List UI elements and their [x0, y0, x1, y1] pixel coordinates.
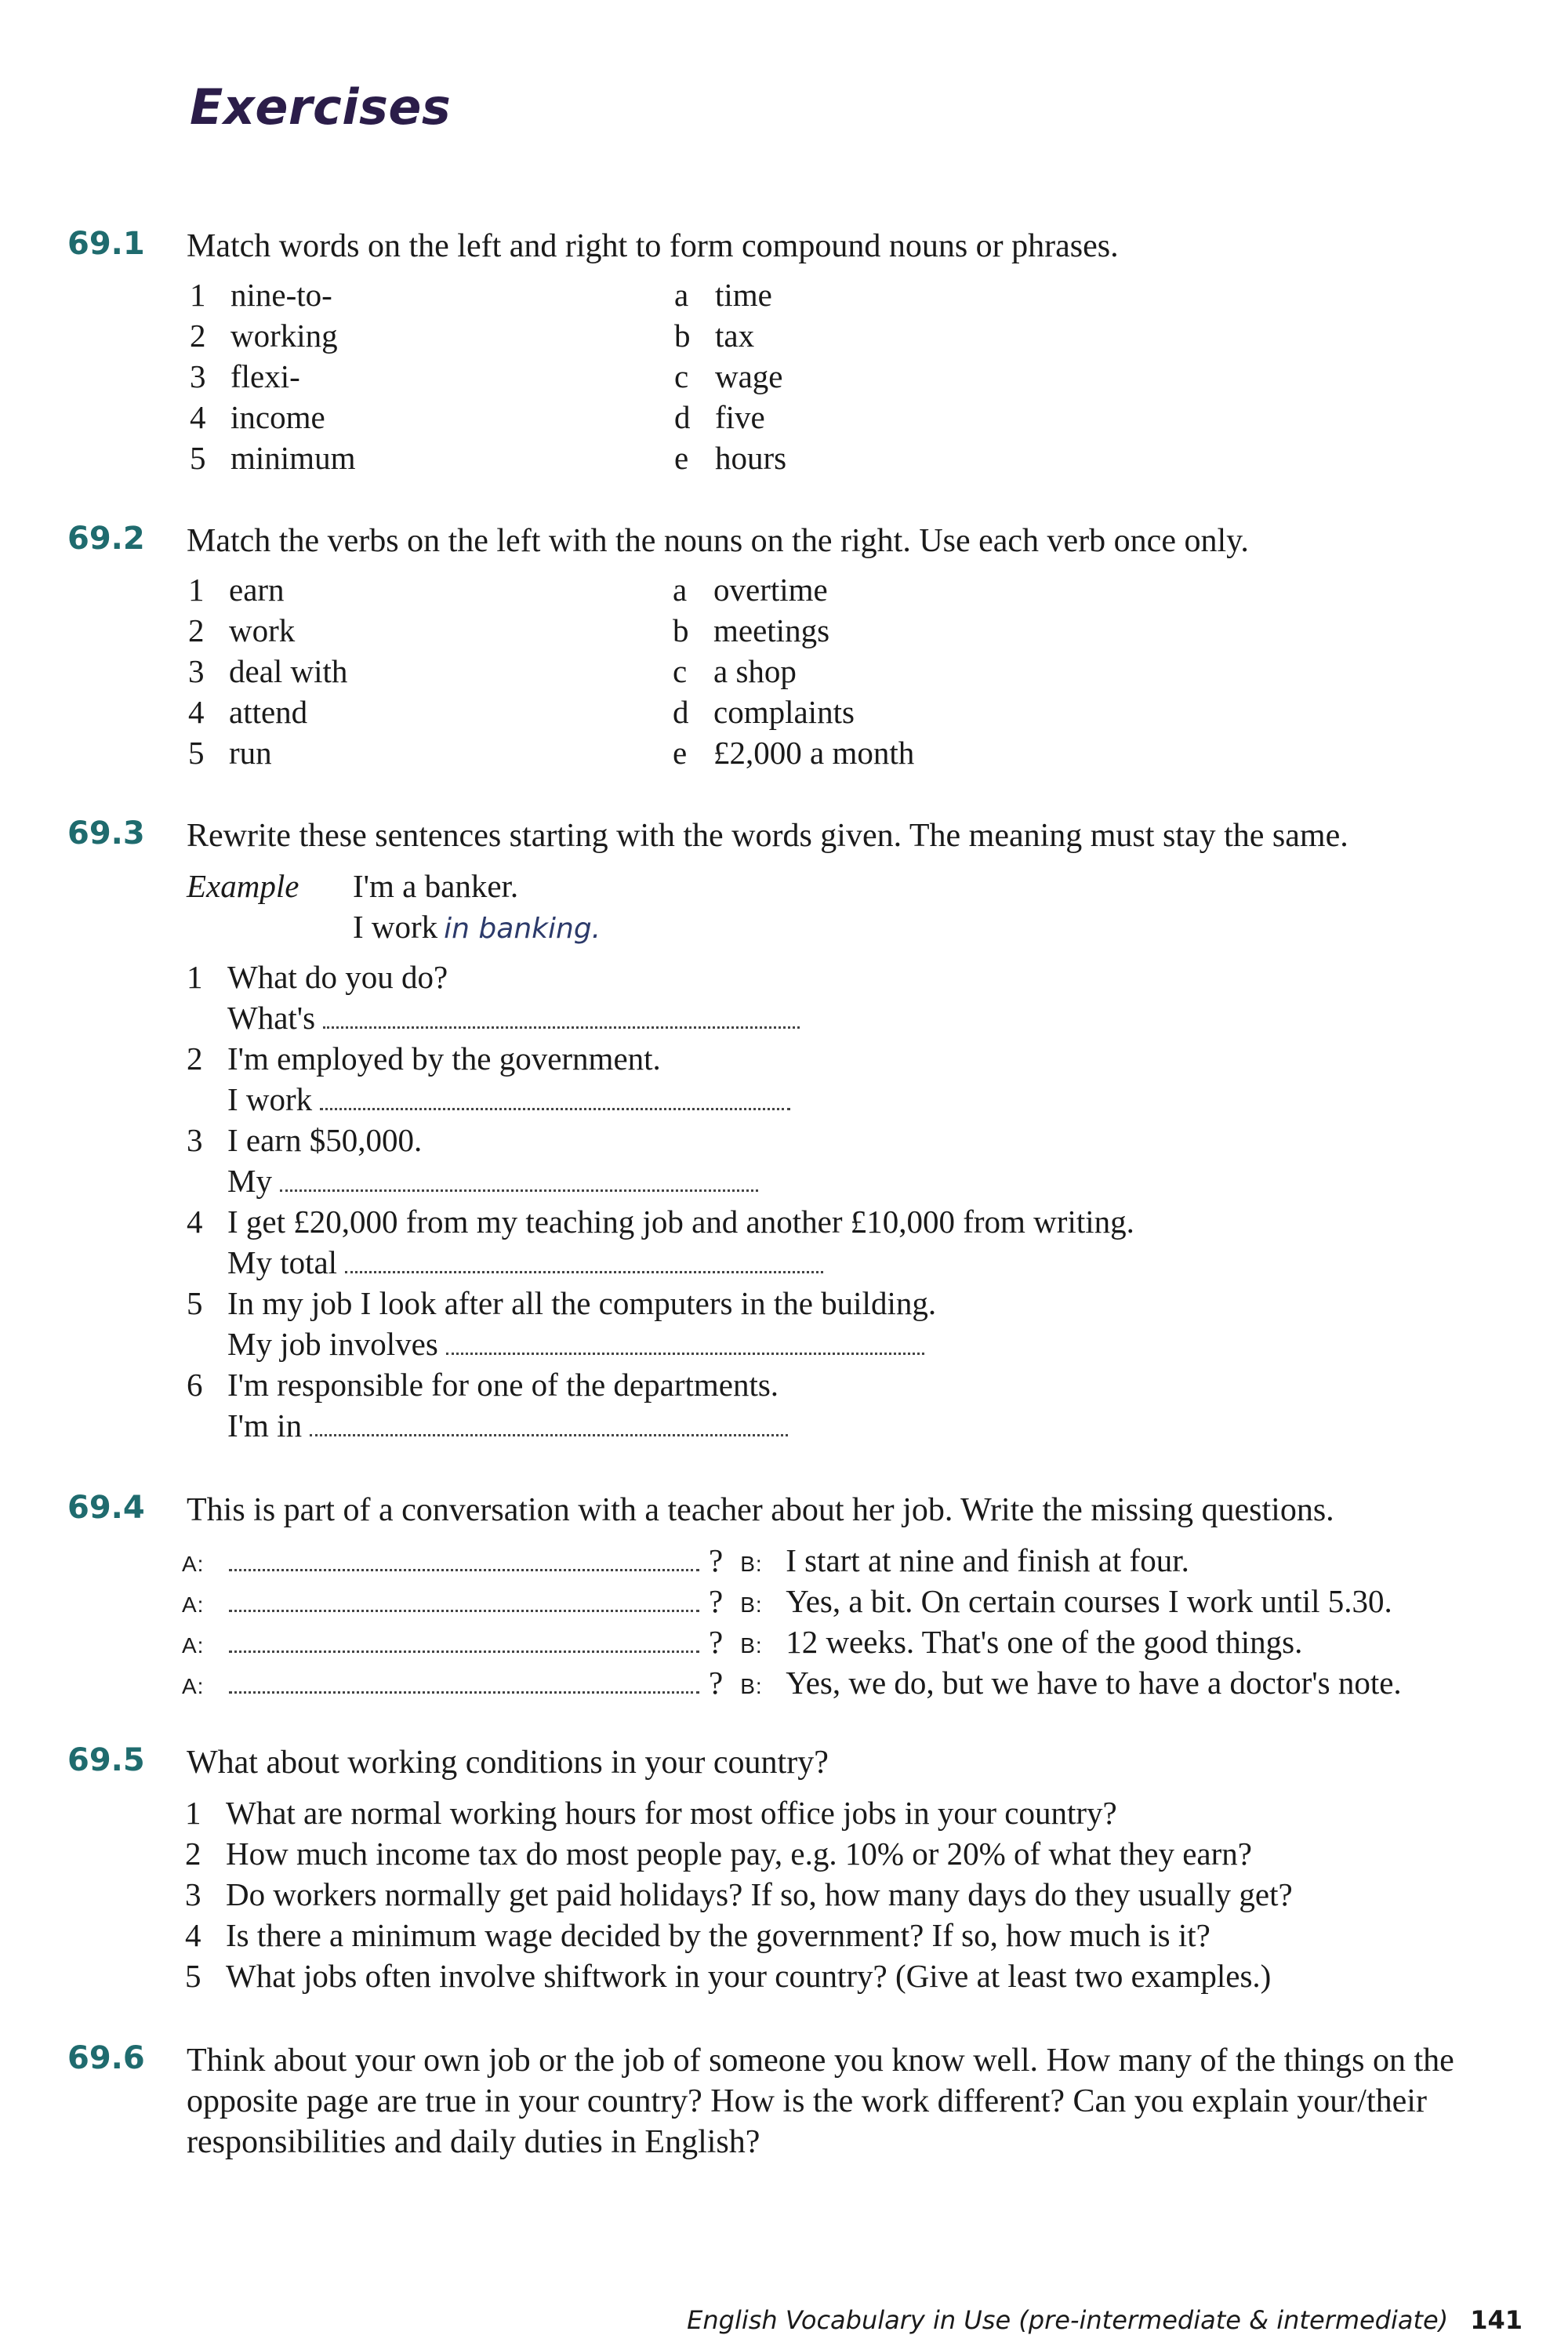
item-text: nine-to- — [230, 277, 332, 313]
speaker-a: A: — [182, 1592, 205, 1617]
question-blank[interactable] — [229, 1644, 699, 1653]
item-number: 2 — [185, 1836, 201, 1872]
rewrite-line — [227, 1079, 790, 1120]
item-letter: c — [673, 653, 688, 689]
item-sentence: I get £20,000 from my teaching job and another £10,000 from writing. — [227, 1204, 1134, 1240]
answer-blank[interactable] — [320, 1102, 790, 1110]
item-text: What jobs often involve shiftwork in your country? (Give at least two examples.) — [226, 1958, 1272, 1994]
answer-blank[interactable] — [280, 1183, 758, 1192]
list-item — [673, 651, 797, 692]
rewrite-line — [227, 1160, 758, 1201]
rewrite-line — [227, 997, 800, 1038]
item-number: 4 — [185, 1917, 201, 1953]
item-text: Is there a minimum wage decided by the government? If so, how much is it? — [226, 1917, 1210, 1953]
item-number: 4 — [187, 1204, 203, 1240]
rewrite-start: My — [227, 1163, 272, 1199]
rewrite-line — [227, 1242, 823, 1283]
answer-blank[interactable] — [323, 1020, 800, 1029]
list-item — [190, 274, 332, 315]
list-item — [188, 692, 307, 732]
item-number: 1 — [187, 959, 203, 995]
item-text: £2,000 a month — [713, 735, 915, 771]
item-number: 4 — [188, 694, 205, 730]
exercise-number: 69.5 — [67, 1742, 145, 1778]
item-text: wage — [715, 358, 783, 394]
list-item — [187, 1038, 661, 1079]
speaker-b: B: — [740, 1592, 763, 1617]
rewrite-line — [227, 1324, 924, 1364]
item-number: 2 — [188, 612, 205, 648]
list-item — [185, 1956, 1271, 1996]
item-text: a shop — [713, 653, 797, 689]
item-number: 3 — [190, 358, 206, 394]
item-text: overtime — [713, 572, 828, 608]
list-item — [188, 651, 347, 692]
rewrite-start: What's — [227, 1000, 316, 1036]
dialogue-line — [182, 1581, 1392, 1625]
reply-text: Yes, we do, but we have to have a doctor's note. — [786, 1665, 1402, 1701]
speaker-b: B: — [740, 1633, 763, 1658]
item-sentence: I'm responsible for one of the departments. — [227, 1367, 779, 1403]
question-mark: ? — [709, 1583, 724, 1619]
item-text: working — [230, 318, 338, 354]
item-text: run — [229, 735, 272, 771]
item-text: hours — [715, 440, 787, 476]
item-sentence: I'm employed by the government. — [227, 1040, 661, 1077]
item-number: 5 — [190, 440, 206, 476]
exercise-instruction: Match words on the left and right to form compound nouns or phrases. — [187, 228, 1119, 264]
list-item — [187, 1201, 1134, 1242]
item-number: 2 — [190, 318, 206, 354]
exercise-number: 69.6 — [67, 2040, 145, 2076]
example-answer-row — [353, 906, 601, 950]
example-start: I work — [353, 909, 438, 945]
item-text: income — [230, 399, 325, 435]
rewrite-start: My job involves — [227, 1326, 438, 1362]
list-item — [185, 1833, 1252, 1874]
speaker-a: A: — [182, 1552, 205, 1576]
exercise-instruction: Rewrite these sentences starting with the words given. The meaning must stay the same. — [187, 818, 1348, 854]
item-letter: c — [674, 358, 689, 394]
question-mark: ? — [709, 1665, 724, 1701]
item-letter: d — [674, 399, 691, 435]
handwritten-answer: in banking. — [444, 913, 601, 945]
question-blank[interactable] — [229, 1603, 699, 1612]
example-sentence: I'm a banker. — [353, 868, 519, 904]
item-number: 2 — [187, 1040, 203, 1077]
page-footer — [687, 2305, 1523, 2335]
list-item — [674, 356, 783, 397]
list-item — [188, 732, 272, 773]
dialogue-line — [182, 1540, 1189, 1585]
question-mark: ? — [709, 1624, 724, 1660]
item-number: 3 — [187, 1122, 203, 1158]
list-item — [674, 274, 772, 315]
item-number: 6 — [187, 1367, 203, 1403]
rewrite-start: My total — [227, 1244, 338, 1280]
item-sentence: I earn $50,000. — [227, 1122, 423, 1158]
item-text: attend — [229, 694, 308, 730]
list-item — [190, 397, 325, 438]
reply-text: I start at nine and finish at four. — [786, 1542, 1189, 1578]
exercise-instruction: Match the verbs on the left with the nouns on the right. Use each verb once only. — [187, 523, 1249, 559]
item-letter: a — [673, 572, 688, 608]
rewrite-start: I'm in — [227, 1407, 303, 1443]
list-item — [673, 569, 828, 610]
item-text: tax — [715, 318, 755, 354]
item-letter: e — [673, 735, 688, 771]
list-item — [673, 610, 829, 651]
item-letter: b — [674, 318, 691, 354]
item-number: 3 — [185, 1876, 201, 1912]
item-number: 5 — [187, 1285, 203, 1321]
answer-blank[interactable] — [310, 1428, 788, 1436]
item-text: meetings — [713, 612, 830, 648]
item-text: earn — [229, 572, 285, 608]
question-blank[interactable] — [229, 1563, 699, 1571]
page-number: 141 — [1470, 2305, 1523, 2335]
answer-blank[interactable] — [446, 1346, 924, 1355]
list-item — [674, 315, 754, 356]
item-number: 4 — [190, 399, 206, 435]
item-text: What are normal working hours for most office jobs in your country? — [226, 1795, 1117, 1831]
list-item — [674, 397, 765, 438]
item-text: Do workers normally get paid holidays? If so, how many days do they usually get? — [226, 1876, 1293, 1912]
dialogue-line — [182, 1662, 1402, 1707]
speaker-b: B: — [740, 1552, 763, 1576]
list-item — [673, 732, 914, 773]
item-text: time — [715, 277, 772, 313]
item-number: 5 — [188, 735, 205, 771]
item-letter: a — [674, 277, 689, 313]
list-item — [185, 1915, 1210, 1956]
item-text: minimum — [230, 440, 356, 476]
dialogue-line — [182, 1621, 1302, 1666]
question-blank[interactable] — [229, 1685, 699, 1694]
question-mark: ? — [709, 1542, 724, 1578]
item-letter: d — [673, 694, 689, 730]
list-item — [188, 569, 285, 610]
exercise-instruction: Think about your own job or the job of someone you know well. How many of the things on the opposite page are true in your country? How is the work different? Can you explain your/their responsibilities and daily duties in English? — [187, 2043, 1454, 2160]
list-item — [190, 315, 338, 356]
item-text: work — [229, 612, 296, 648]
exercise-number: 69.4 — [67, 1490, 145, 1526]
item-sentence: What do you do? — [227, 959, 448, 995]
speaker-a: A: — [182, 1674, 205, 1698]
example-label: Example — [187, 868, 299, 904]
item-number: 3 — [188, 653, 205, 689]
list-item — [185, 1874, 1293, 1915]
rewrite-line — [227, 1405, 788, 1446]
reply-text: Yes, a bit. On certain courses I work until 5.30. — [786, 1583, 1392, 1619]
list-item — [187, 1283, 936, 1324]
example-row — [187, 866, 518, 906]
page-title: Exercises — [190, 78, 452, 136]
book-title: English Vocabulary in Use (pre-intermediate & intermediate) — [687, 2305, 1449, 2335]
list-item — [187, 957, 448, 997]
item-text: five — [715, 399, 765, 435]
exercise-number: 69.1 — [67, 226, 145, 262]
rewrite-start: I work — [227, 1081, 313, 1117]
exercise-number: 69.2 — [67, 521, 145, 557]
item-letter: e — [674, 440, 689, 476]
list-item — [673, 692, 855, 732]
speaker-b: B: — [740, 1674, 763, 1698]
item-number: 1 — [185, 1795, 201, 1831]
exercise-instruction: This is part of a conversation with a teacher about her job. Write the missing questions. — [187, 1492, 1334, 1528]
item-text: deal with — [229, 653, 348, 689]
item-text: flexi- — [230, 358, 300, 394]
exercise-instruction: What about working conditions in your country? — [187, 1745, 829, 1781]
item-number: 5 — [185, 1958, 201, 1994]
list-item — [190, 438, 355, 478]
list-item — [187, 1120, 422, 1160]
item-letter: b — [673, 612, 689, 648]
speaker-a: A: — [182, 1633, 205, 1658]
reply-text: 12 weeks. That's one of the good things. — [786, 1624, 1303, 1660]
list-item — [185, 1792, 1117, 1833]
item-text: complaints — [713, 694, 855, 730]
item-number: 1 — [190, 277, 206, 313]
list-item — [190, 356, 300, 397]
exercise-number: 69.3 — [67, 815, 145, 852]
item-number: 1 — [188, 572, 205, 608]
answer-blank[interactable] — [345, 1265, 823, 1273]
list-item — [188, 610, 295, 651]
item-sentence: In my job I look after all the computers in the building. — [227, 1285, 937, 1321]
list-item — [674, 438, 786, 478]
item-text: How much income tax do most people pay, e.g. 10% or 20% of what they earn? — [226, 1836, 1252, 1872]
list-item — [187, 1364, 779, 1405]
